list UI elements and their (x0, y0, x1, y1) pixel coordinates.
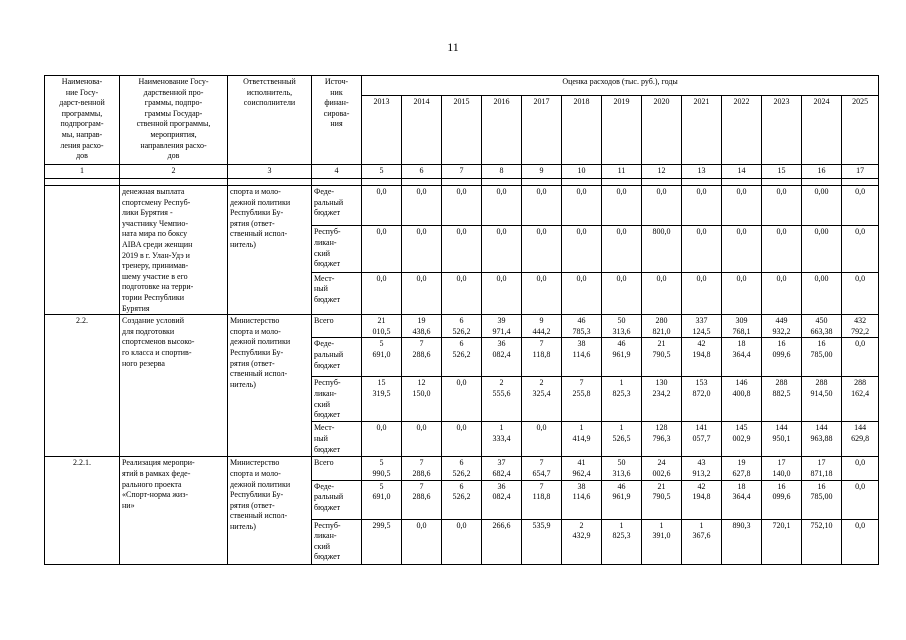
expense-value: 38 114,6 (562, 480, 602, 519)
year-header: 2023 (762, 96, 802, 165)
table-row (45, 186, 879, 226)
expense-value: 288 882,5 (762, 377, 802, 422)
expense-value: 144 963,88 (802, 422, 842, 457)
expense-value: 5 990,5 (362, 457, 402, 480)
expense-value: 0,0 (842, 480, 879, 519)
expense-value: 0,00 (802, 226, 842, 272)
expense-value: 0,0 (762, 186, 802, 226)
expense-value: 2 555,6 (482, 377, 522, 422)
expense-value: 21 790,5 (642, 480, 682, 519)
expense-value: 0,0 (522, 186, 562, 226)
expense-value: 0,0 (562, 272, 602, 314)
expense-value: 299,5 (362, 519, 402, 564)
expense-value: 41 962,4 (562, 457, 602, 480)
expense-value: 0,0 (842, 338, 879, 377)
header-measure-name: Наименование Госу- дарственной про- граммы, подпро- граммы Государ- ственной программы, мероприятия, направления расхо- дов (120, 76, 228, 165)
year-header: 2017 (522, 96, 562, 165)
expense-value: 0,0 (682, 186, 722, 226)
year-header: 2022 (722, 96, 762, 165)
table-body (45, 186, 879, 565)
expense-value: 128 796,3 (642, 422, 682, 457)
row-measure-name: Создание условий для подготовки спортсменов высоко- го класса и спортив- ного резерва (120, 315, 228, 457)
expense-value: 0,0 (442, 272, 482, 314)
expense-value: 0,0 (402, 226, 442, 272)
expense-value: 0,0 (442, 519, 482, 564)
expense-value: 42 194,8 (682, 338, 722, 377)
expense-value: 50 313,6 (602, 457, 642, 480)
year-header: 2014 (402, 96, 442, 165)
column-number: 12 (642, 165, 682, 179)
expense-value: 12 150,0 (402, 377, 442, 422)
expense-value: 16 099,6 (762, 480, 802, 519)
expense-value: 16 785,00 (802, 480, 842, 519)
expenditure-table (44, 75, 879, 565)
expense-value: 144 629,8 (842, 422, 879, 457)
expense-value: 7 654,7 (522, 457, 562, 480)
expense-value: 890,3 (722, 519, 762, 564)
expense-value: 0,0 (762, 272, 802, 314)
expense-value: 43 913,2 (682, 457, 722, 480)
expense-value: 50 313,6 (602, 315, 642, 338)
row-code: 2.2. (45, 315, 120, 457)
expense-value: 141 057,7 (682, 422, 722, 457)
column-number: 5 (362, 165, 402, 179)
expense-value: 17 871,18 (802, 457, 842, 480)
expense-value: 130 234,2 (642, 377, 682, 422)
expense-value: 46 961,9 (602, 338, 642, 377)
column-number: 13 (682, 165, 722, 179)
expense-value: 0,0 (722, 272, 762, 314)
column-number: 8 (482, 165, 522, 179)
expense-value: 42 194,8 (682, 480, 722, 519)
expense-value: 1 391,0 (642, 519, 682, 564)
expense-value: 1 825,3 (602, 519, 642, 564)
expense-value: 24 002,6 (642, 457, 682, 480)
expense-value: 0,0 (402, 186, 442, 226)
expense-value: 449 932,2 (762, 315, 802, 338)
column-number: 1 (45, 165, 120, 179)
year-header: 2020 (642, 96, 682, 165)
column-number: 17 (842, 165, 879, 179)
row-executor: Министерство спорта и моло- дежной политики Республики Бу- рятия (ответ- ственный испол- нитель) (228, 315, 312, 457)
column-number: 7 (442, 165, 482, 179)
expense-value: 288 914,50 (802, 377, 842, 422)
expense-value: 6 526,2 (442, 338, 482, 377)
expense-value: 0,0 (402, 422, 442, 457)
expense-value: 0,0 (842, 226, 879, 272)
page-number: 11 (447, 40, 459, 54)
expense-value: 0,0 (362, 422, 402, 457)
expense-value: 1 367,6 (682, 519, 722, 564)
expense-value: 0,0 (842, 519, 879, 564)
expense-value: 6 526,2 (442, 457, 482, 480)
expense-value: 7 255,8 (562, 377, 602, 422)
column-number: 11 (602, 165, 642, 179)
funding-source: Феде- ральный бюджет (312, 480, 362, 519)
expense-value: 153 872,0 (682, 377, 722, 422)
expense-value: 0,0 (722, 226, 762, 272)
column-number: 9 (522, 165, 562, 179)
expense-value: 0,0 (362, 272, 402, 314)
expense-value: 6 526,2 (442, 480, 482, 519)
expense-value: 0,0 (402, 272, 442, 314)
expense-value: 0,0 (762, 226, 802, 272)
expense-value: 2 432,9 (562, 519, 602, 564)
expense-value: 15 319,5 (362, 377, 402, 422)
expense-value: 21 010,5 (362, 315, 402, 338)
expense-value: 0,0 (602, 272, 642, 314)
table-row (45, 315, 879, 338)
expense-value: 18 364,4 (722, 480, 762, 519)
expense-value: 0,0 (362, 226, 402, 272)
expense-value: 19 627,8 (722, 457, 762, 480)
expense-value: 720,1 (762, 519, 802, 564)
expense-value: 0,0 (562, 186, 602, 226)
header-executor: Ответственный исполнитель, соисполнители (228, 76, 312, 165)
table-header (45, 76, 879, 186)
row-code: 2.2.1. (45, 457, 120, 564)
expense-value: 0,0 (842, 186, 879, 226)
expense-value: 39 971,4 (482, 315, 522, 338)
header-program-name: Наименова- ние Госу- дарст-венной программы, подпрограм- мы, направ- ления расхо- дов (45, 76, 120, 165)
expense-value: 0,0 (362, 186, 402, 226)
year-header: 2024 (802, 96, 842, 165)
column-number: 16 (802, 165, 842, 179)
expense-value: 37 682,4 (482, 457, 522, 480)
expense-value: 16 785,00 (802, 338, 842, 377)
expense-value: 0,0 (522, 226, 562, 272)
expense-value: 309 768,1 (722, 315, 762, 338)
funding-source: Феде- ральный бюджет (312, 186, 362, 226)
row-executor: Министерство спорта и моло- дежной политики Республики Бу- рятия (ответ- ственный испол- нитель) (228, 457, 312, 564)
expense-value: 146 400,8 (722, 377, 762, 422)
expense-value: 5 691,0 (362, 338, 402, 377)
expense-value: 0,0 (642, 186, 682, 226)
column-number: 6 (402, 165, 442, 179)
row-measure-name: Реализация меропри- ятий в рамках феде- рального проекта «Спорт-норма жиз- ни» (120, 457, 228, 564)
expense-value: 1 414,9 (562, 422, 602, 457)
column-number: 14 (722, 165, 762, 179)
expense-value: 7 288,6 (402, 480, 442, 519)
expense-value: 288 162,4 (842, 377, 879, 422)
expense-value: 266,6 (482, 519, 522, 564)
funding-source: Всего (312, 315, 362, 338)
expense-value: 0,0 (442, 422, 482, 457)
expense-value: 0,0 (562, 226, 602, 272)
expense-value: 46 785,3 (562, 315, 602, 338)
expense-value: 432 792,2 (842, 315, 879, 338)
expense-value: 450 663,38 (802, 315, 842, 338)
row-code (45, 186, 120, 315)
expense-value: 145 002,9 (722, 422, 762, 457)
funding-source: Всего (312, 457, 362, 480)
expense-value: 0,0 (442, 377, 482, 422)
expense-value: 535,9 (522, 519, 562, 564)
expense-value: 0,0 (642, 272, 682, 314)
spacer-row (45, 179, 879, 186)
funding-source: Респуб- ликан- ский бюджет (312, 519, 362, 564)
column-number: 2 (120, 165, 228, 179)
expense-value: 17 140,0 (762, 457, 802, 480)
column-numbers-row (45, 165, 879, 179)
expense-value: 1 825,3 (602, 377, 642, 422)
expense-value: 1 333,4 (482, 422, 522, 457)
funding-source: Респуб- ликан- ский бюджет (312, 377, 362, 422)
column-number: 4 (312, 165, 362, 179)
year-header: 2013 (362, 96, 402, 165)
expense-value: 7 118,8 (522, 338, 562, 377)
funding-source: Мест- ный бюджет (312, 272, 362, 314)
expense-value: 36 082,4 (482, 480, 522, 519)
year-header: 2018 (562, 96, 602, 165)
column-number: 3 (228, 165, 312, 179)
expense-value: 800,0 (642, 226, 682, 272)
expense-value: 21 790,5 (642, 338, 682, 377)
expense-value: 16 099,6 (762, 338, 802, 377)
header-estimate: Оценка расходов (тыс. руб.), годы (362, 76, 879, 96)
expense-value: 0,0 (482, 272, 522, 314)
year-header: 2025 (842, 96, 879, 165)
expense-value: 2 325,4 (522, 377, 562, 422)
year-header: 2019 (602, 96, 642, 165)
expense-value: 7 118,8 (522, 480, 562, 519)
column-number: 10 (562, 165, 602, 179)
expense-value: 0,0 (442, 186, 482, 226)
expense-value: 0,0 (842, 272, 879, 314)
expense-value: 0,0 (842, 457, 879, 480)
expense-value: 0,0 (722, 186, 762, 226)
expense-value: 280 821,0 (642, 315, 682, 338)
expense-value: 144 950,1 (762, 422, 802, 457)
expense-value: 7 288,6 (402, 338, 442, 377)
year-header: 2015 (442, 96, 482, 165)
expense-value: 1 526,5 (602, 422, 642, 457)
table-row (45, 457, 879, 480)
expense-value: 38 114,6 (562, 338, 602, 377)
expense-value: 0,0 (442, 226, 482, 272)
expense-value: 5 691,0 (362, 480, 402, 519)
expense-value: 0,0 (522, 272, 562, 314)
expense-value: 7 288,6 (402, 457, 442, 480)
expense-value: 0,0 (602, 186, 642, 226)
funding-source: Феде- ральный бюджет (312, 338, 362, 377)
expense-value: 0,0 (402, 519, 442, 564)
expense-value: 0,00 (802, 186, 842, 226)
expense-value: 0,0 (522, 422, 562, 457)
expense-value: 0,0 (682, 272, 722, 314)
expense-value: 46 961,9 (602, 480, 642, 519)
expense-value: 337 124,5 (682, 315, 722, 338)
expense-value: 19 438,6 (402, 315, 442, 338)
expense-value: 0,00 (802, 272, 842, 314)
expense-value: 0,0 (482, 226, 522, 272)
funding-source: Мест- ный бюджет (312, 422, 362, 457)
row-measure-name: денежная выплата спортсмену Респуб- лики Бурятия - участнику Чемпио- ната мира по боксу AIBA среди женщин 2019 в г. Улан-Удэ и тренеру, принимав- шему участие в его подготовке на терри- тории Республики Бурятия (120, 186, 228, 315)
expense-value: 752,10 (802, 519, 842, 564)
year-header: 2016 (482, 96, 522, 165)
expense-value: 18 364,4 (722, 338, 762, 377)
expense-value: 9 444,2 (522, 315, 562, 338)
expense-value: 0,0 (682, 226, 722, 272)
expense-value: 0,0 (602, 226, 642, 272)
funding-source: Респуб- ликан- ский бюджет (312, 226, 362, 272)
expense-value: 0,0 (482, 186, 522, 226)
year-header: 2021 (682, 96, 722, 165)
expense-value: 6 526,2 (442, 315, 482, 338)
header-funding-source: Источ- ник финан- сирова- ния (312, 76, 362, 165)
expense-value: 36 082,4 (482, 338, 522, 377)
column-number: 15 (762, 165, 802, 179)
row-executor: спорта и моло- дежной политики Республики Бу- рятия (ответ- ственный испол- нитель) (228, 186, 312, 315)
